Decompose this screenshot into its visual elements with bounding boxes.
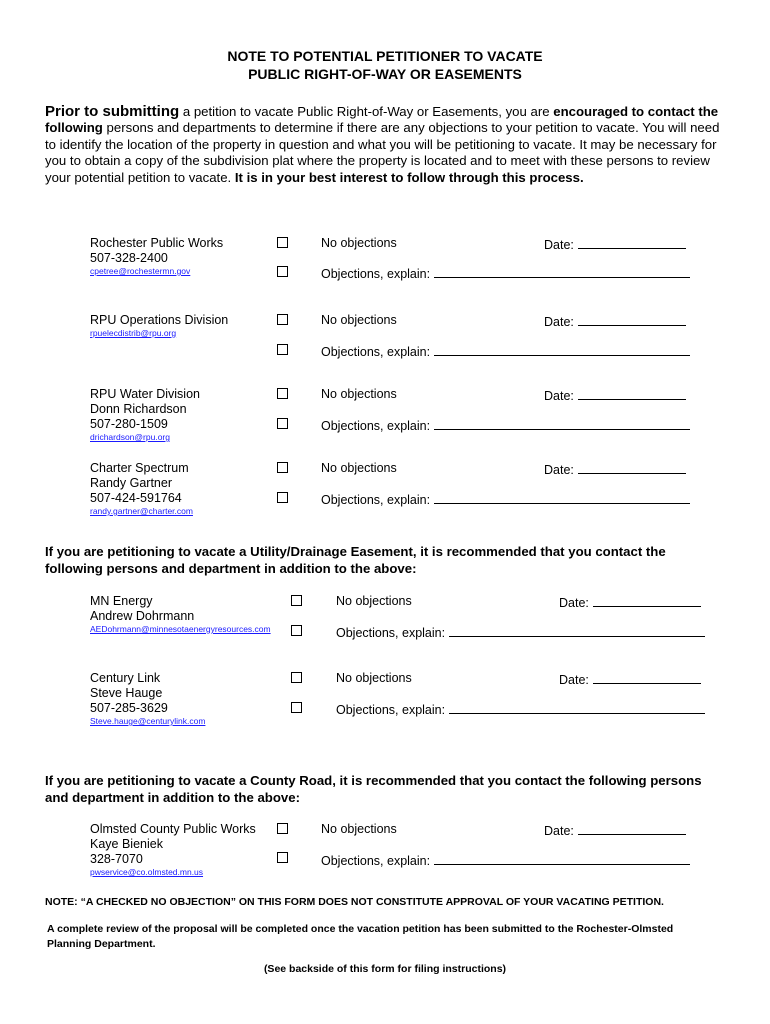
date-label: Date: (544, 463, 574, 477)
objections-field[interactable] (336, 624, 705, 640)
date-field[interactable] (544, 461, 686, 477)
objections-field[interactable] (321, 343, 690, 359)
contact-email-link[interactable]: AEDohrmann@minnesotaenergyresources.com (90, 624, 271, 634)
no-objections-checkbox[interactable] (291, 595, 302, 606)
contact-email-link[interactable]: cpetree@rochestermn.gov (90, 266, 191, 276)
intro-bold-1: encouraged to contact the following (45, 104, 719, 136)
objections-label: Objections, explain: (321, 345, 431, 359)
date-field[interactable] (544, 387, 686, 403)
review-note: A complete review of the proposal will be completed once the vacation petition has been submitted to the Rochester-Olmsted Planning Department. (47, 923, 674, 950)
intro-paragraph (45, 104, 730, 186)
date-blank[interactable] (578, 822, 686, 835)
contact-name: MN Energy (90, 594, 153, 608)
objections-field[interactable] (321, 491, 690, 507)
objections-checkbox[interactable] (277, 418, 288, 429)
no-objections-checkbox[interactable] (277, 314, 288, 325)
contact-email-link[interactable]: pwservice@co.olmsted.mn.us (90, 867, 204, 877)
contact-phone: 507-328-2400 (90, 251, 168, 265)
contact-person: Donn Richardson (90, 402, 187, 416)
date-label: Date: (544, 315, 574, 329)
contact-phone: 507-285-3629 (90, 701, 168, 715)
date-field[interactable] (544, 822, 686, 838)
intro-bold-2: It is in your best interest to follow through this process. (234, 169, 584, 185)
no-objections-label: No objections (336, 671, 412, 685)
date-blank[interactable] (578, 313, 686, 326)
no-objections-label: No objections (336, 594, 412, 608)
no-objections-label: No objections (321, 313, 397, 327)
contact-person: Kaye Bieniek (90, 837, 163, 851)
objections-label: Objections, explain: (336, 703, 446, 717)
approval-note: NOTE: “A CHECKED NO OBJECTION” ON THIS FORM DOES NOT CONSTITUTE APPROVAL OF YOUR VACATING PETITION. (45, 896, 664, 908)
backside-instructions: (See backside of this form for filing instructions) (263, 963, 507, 975)
no-objections-label: No objections (321, 387, 397, 401)
contact-phone: 507-424-591764 (90, 491, 182, 505)
contact-email-link[interactable]: drichardson@rpu.org (90, 432, 170, 442)
date-label: Date: (544, 389, 574, 403)
intro-lead: Prior to submitting (45, 103, 180, 120)
objections-blank[interactable] (434, 417, 690, 430)
utility-easement-heading: If you are petitioning to vacate a Utility/Drainage Easement, it is recommended that you contact the following persons and department in addition to the above: (45, 544, 666, 576)
contact-email-link[interactable]: Steve.hauge@centurylink.com (90, 716, 206, 726)
contact-name: Charter Spectrum (90, 461, 189, 475)
date-label: Date: (559, 673, 589, 687)
objections-blank[interactable] (434, 852, 690, 865)
objections-checkbox[interactable] (277, 266, 288, 277)
date-label: Date: (544, 238, 574, 252)
date-field[interactable] (544, 313, 686, 329)
no-objections-checkbox[interactable] (277, 462, 288, 473)
objections-field[interactable] (321, 852, 690, 868)
date-label: Date: (559, 596, 589, 610)
objections-checkbox[interactable] (277, 344, 288, 355)
objections-blank[interactable] (434, 343, 690, 356)
contact-person: Andrew Dohrmann (90, 609, 195, 623)
no-objections-label: No objections (321, 236, 397, 250)
date-blank[interactable] (578, 387, 686, 400)
objections-checkbox[interactable] (277, 492, 288, 503)
objections-label: Objections, explain: (321, 267, 431, 281)
date-blank[interactable] (593, 671, 701, 684)
date-field[interactable] (544, 236, 686, 252)
date-field[interactable] (559, 671, 701, 687)
intro-text-2: persons and departments to determine if there are any objections to your petition to vacate. You will need to identify the location of the property in question and what you will be petitioning to vacate. It may be necessary for you to obtain a copy of the subdivision plat where the property is located and to meet with these persons to review your potential petition to vacate. (45, 120, 720, 185)
date-blank[interactable] (593, 594, 701, 607)
contact-person: Randy Gartner (90, 476, 172, 490)
date-blank[interactable] (578, 461, 686, 474)
date-label: Date: (544, 824, 574, 838)
objections-checkbox[interactable] (277, 852, 288, 863)
contact-name: Century Link (90, 671, 161, 685)
objections-checkbox[interactable] (291, 702, 302, 713)
date-blank[interactable] (578, 236, 686, 249)
objections-blank[interactable] (434, 265, 690, 278)
objections-blank[interactable] (434, 491, 690, 504)
no-objections-checkbox[interactable] (277, 388, 288, 399)
county-road-heading: If you are petitioning to vacate a County Road, it is recommended that you contact the following persons and department in addition to the above: (45, 773, 702, 805)
objections-label: Objections, explain: (321, 419, 431, 433)
no-objections-label: No objections (321, 822, 397, 836)
objections-checkbox[interactable] (291, 625, 302, 636)
no-objections-checkbox[interactable] (277, 823, 288, 834)
contact-phone: 328-7070 (90, 852, 143, 866)
objections-blank[interactable] (449, 624, 705, 637)
contact-name: Olmsted County Public Works (90, 822, 256, 836)
objections-field[interactable] (336, 701, 705, 717)
no-objections-checkbox[interactable] (277, 237, 288, 248)
contact-email-link[interactable]: rpuelecdistrib@rpu.org (90, 328, 177, 338)
date-field[interactable] (559, 594, 701, 610)
contact-person: Steve Hauge (90, 686, 163, 700)
objections-label: Objections, explain: (336, 626, 446, 640)
contact-name: RPU Water Division (90, 387, 200, 401)
objections-blank[interactable] (449, 701, 705, 714)
contact-email-link[interactable]: randy.gartner@charter.com (90, 506, 193, 516)
form-title-line-1: NOTE TO POTENTIAL PETITIONER TO VACATE (227, 48, 543, 64)
objections-field[interactable] (321, 265, 690, 281)
intro-text-1: a petition to vacate Public Right-of-Way or Easements, you are (179, 104, 554, 119)
contact-name: RPU Operations Division (90, 313, 229, 327)
no-objections-checkbox[interactable] (291, 672, 302, 683)
objections-field[interactable] (321, 417, 690, 433)
no-objections-label: No objections (321, 461, 397, 475)
form-title-line-2: PUBLIC RIGHT-OF-WAY OR EASEMENTS (248, 66, 522, 82)
contact-name: Rochester Public Works (90, 236, 224, 250)
objections-label: Objections, explain: (321, 854, 431, 868)
objections-label: Objections, explain: (321, 493, 431, 507)
contact-phone: 507-280-1509 (90, 417, 168, 431)
